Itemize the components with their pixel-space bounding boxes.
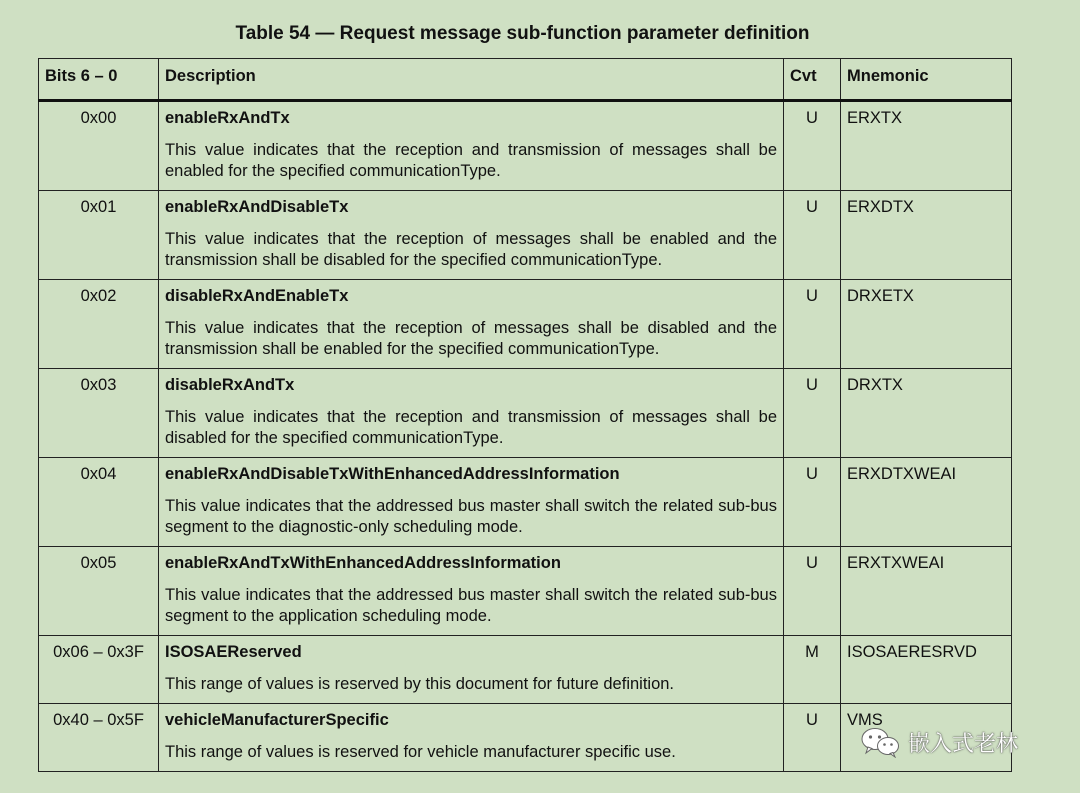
cvt-cell: U bbox=[784, 458, 841, 547]
header-bits: Bits 6 – 0 bbox=[39, 59, 159, 101]
parameter-name: enableRxAndDisableTx bbox=[165, 198, 349, 216]
description-cell bbox=[159, 547, 784, 636]
mnemonic-cell: ERXDTX bbox=[841, 191, 1012, 280]
cvt-cell: U bbox=[784, 704, 841, 772]
parameter-name: ISOSAEReserved bbox=[165, 643, 302, 661]
parameter-name: enableRxAndTxWithEnhancedAddressInformation bbox=[165, 554, 561, 572]
mnemonic-cell: ISOSAERESRVD bbox=[841, 636, 1012, 704]
table-row bbox=[39, 636, 1012, 704]
header-mnemonic: Mnemonic bbox=[841, 59, 1012, 101]
cvt-cell: U bbox=[784, 280, 841, 369]
header-cvt: Cvt bbox=[784, 59, 841, 101]
header-row bbox=[39, 59, 1012, 101]
description-cell bbox=[159, 280, 784, 369]
parameter-name: disableRxAndTx bbox=[165, 376, 295, 394]
wechat-icon bbox=[860, 726, 900, 758]
parameter-description: This value indicates that the addressed bus master shall switch the related sub-bus segment to the diagnostic-only scheduling mode. bbox=[165, 497, 777, 536]
description-cell bbox=[159, 191, 784, 280]
cvt-cell: U bbox=[784, 369, 841, 458]
bits-cell: 0x03 bbox=[39, 369, 159, 458]
parameter-name: enableRxAndTx bbox=[165, 109, 290, 127]
cvt-cell: U bbox=[784, 547, 841, 636]
header-description: Description bbox=[159, 59, 784, 101]
bits-cell: 0x06 – 0x3F bbox=[39, 636, 159, 704]
table-row bbox=[39, 369, 1012, 458]
bits-cell: 0x05 bbox=[39, 547, 159, 636]
cvt-cell: U bbox=[784, 101, 841, 191]
parameter-description: This value indicates that the reception of messages shall be enabled and the transmission shall be disabled for the specified communicationType. bbox=[165, 230, 777, 269]
mnemonic-cell: ERXTXWEAI bbox=[841, 547, 1012, 636]
description-cell bbox=[159, 101, 784, 191]
mnemonic-cell: ERXDTXWEAI bbox=[841, 458, 1012, 547]
watermark bbox=[860, 726, 1018, 758]
table-row bbox=[39, 547, 1012, 636]
watermark-text: 嵌入式老林 bbox=[908, 730, 1019, 756]
bits-cell: 0x00 bbox=[39, 101, 159, 191]
parameter-description: This value indicates that the reception and transmission of messages shall be disabled for the specified communicationType. bbox=[165, 408, 777, 447]
description-cell bbox=[159, 636, 784, 704]
parameter-description: This value indicates that the addressed bus master shall switch the related sub-bus segment to the application scheduling mode. bbox=[165, 586, 777, 625]
cvt-cell: M bbox=[784, 636, 841, 704]
parameter-name: disableRxAndEnableTx bbox=[165, 287, 349, 305]
parameter-description: This range of values is reserved by this document for future definition. bbox=[165, 675, 675, 693]
cvt-cell: U bbox=[784, 191, 841, 280]
table-row bbox=[39, 458, 1012, 547]
parameter-name: enableRxAndDisableTxWithEnhancedAddressInformation bbox=[165, 465, 620, 483]
bits-cell: 0x01 bbox=[39, 191, 159, 280]
mnemonic-cell: VMS bbox=[841, 704, 1012, 772]
parameter-description: This value indicates that the reception and transmission of messages shall be enabled for the specified communicationType. bbox=[165, 141, 777, 180]
table-row bbox=[39, 280, 1012, 369]
parameter-description: This value indicates that the reception of messages shall be disabled and the transmission shall be enabled for the specified communicationType. bbox=[165, 319, 777, 358]
table-row bbox=[39, 191, 1012, 280]
description-cell bbox=[159, 369, 784, 458]
bits-cell: 0x04 bbox=[39, 458, 159, 547]
description-cell bbox=[159, 458, 784, 547]
description-cell bbox=[159, 704, 784, 772]
mnemonic-cell: DRXETX bbox=[841, 280, 1012, 369]
parameter-table bbox=[38, 58, 1012, 772]
table-title: Table 54 — Request message sub-function parameter definition bbox=[235, 23, 810, 44]
mnemonic-cell: DRXTX bbox=[841, 369, 1012, 458]
parameter-name: vehicleManufacturerSpecific bbox=[165, 711, 389, 729]
mnemonic-cell: ERXTX bbox=[841, 101, 1012, 191]
bits-cell: 0x02 bbox=[39, 280, 159, 369]
parameter-description: This range of values is reserved for vehicle manufacturer specific use. bbox=[165, 743, 676, 761]
bits-cell: 0x40 – 0x5F bbox=[39, 704, 159, 772]
table-row bbox=[39, 101, 1012, 191]
